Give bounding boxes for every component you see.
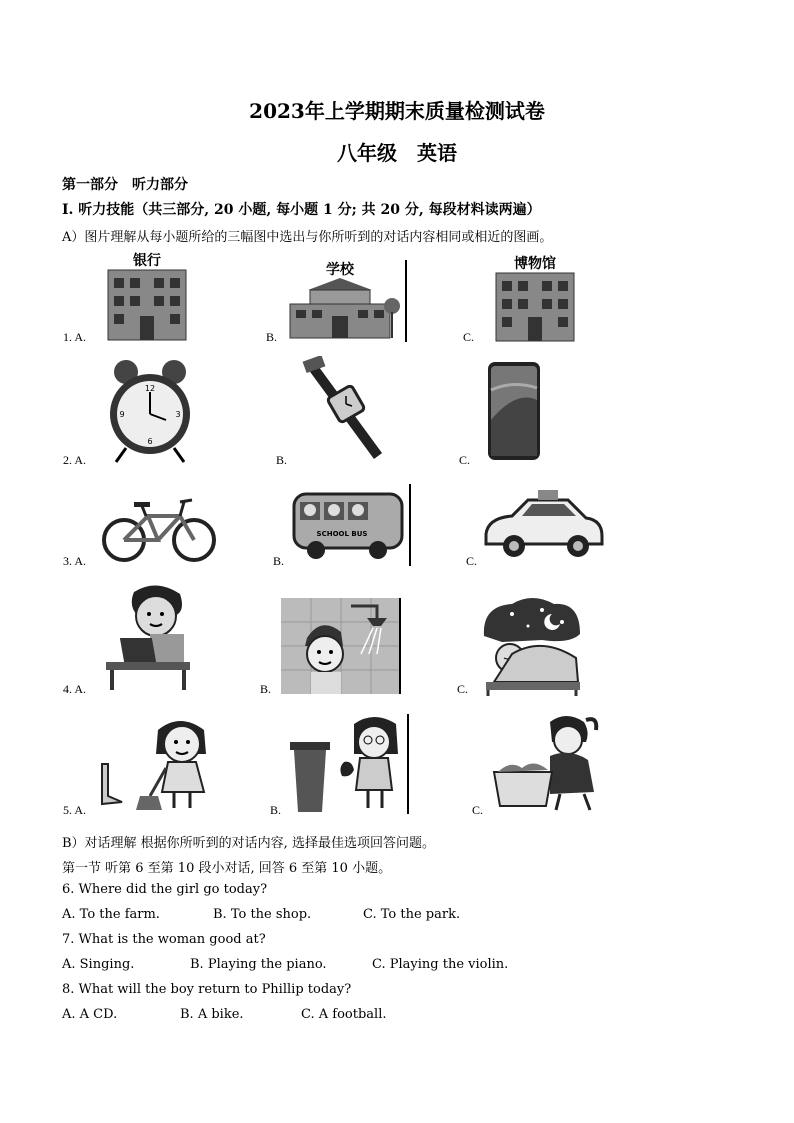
q8-option-b: B. A bike. <box>180 1007 244 1022</box>
q4-a-label: 4. A. <box>63 682 87 696</box>
girl-sweeping-icon <box>96 716 216 812</box>
museum-sign: 博物馆 <box>514 256 556 272</box>
bus-sign: SCHOOL BUS <box>316 530 368 538</box>
svg-text:12: 12 <box>144 384 156 393</box>
question-7: 7. What is the woman good at? <box>62 932 266 947</box>
boy-showering-icon <box>281 598 403 694</box>
museum-building-icon <box>492 253 578 343</box>
svg-text:6: 6 <box>147 437 153 446</box>
q1-b-label: B. <box>266 330 278 344</box>
child-sleeping-icon <box>482 596 582 696</box>
school-building-icon <box>288 260 408 342</box>
q5-a-label: 5. A. <box>63 803 87 817</box>
q8-option-c: C. A football. <box>301 1007 387 1022</box>
q3-c-label: C. <box>466 554 478 568</box>
q7-option-c: C. Playing the violin. <box>372 957 509 972</box>
q4-b-label: B. <box>260 682 272 696</box>
school-sign: 学校 <box>326 262 354 278</box>
part-b-subsection: 第一节 听第 6 至第 10 段小对话, 回答 6 至第 10 小题。 <box>62 861 392 876</box>
boy-with-laptop-icon <box>104 582 200 692</box>
girl-throwing-trash-icon <box>288 714 410 814</box>
wristwatch-icon <box>298 356 388 462</box>
school-bus-icon <box>290 484 412 566</box>
q5-b-label: B. <box>270 803 282 817</box>
part-b-intro: B）对话理解 根据你所听到的对话内容, 选择最佳选项回答问题。 <box>62 836 435 851</box>
section-heading: I. 听力技能（共三部分, 20 小题, 每小题 1 分; 共 20 分, 每段材料读两遍） <box>62 202 541 218</box>
q8-option-a: A. A CD. <box>62 1007 118 1022</box>
q1-a-label: 1. A. <box>63 330 87 344</box>
bank-sign: 银行 <box>133 253 161 269</box>
q2-b-label: B. <box>276 453 288 467</box>
woman-washing-clothes-icon <box>490 712 606 814</box>
part-heading: 第一部分 听力部分 <box>62 177 188 193</box>
smartphone-icon <box>486 360 542 462</box>
exam-title: 2023年上学期期末质量检测试卷 <box>249 99 545 123</box>
q3-a-label: 3. A. <box>63 554 87 568</box>
question-6: 6. Where did the girl go today? <box>62 882 268 897</box>
svg-text:9: 9 <box>119 410 125 419</box>
q3-b-label: B. <box>273 554 285 568</box>
q5-c-label: C. <box>472 803 484 817</box>
alarm-clock-icon <box>104 356 196 464</box>
bank-building-icon <box>104 250 190 342</box>
q7-option-b: B. Playing the piano. <box>190 957 327 972</box>
q1-c-label: C. <box>463 330 475 344</box>
q4-c-label: C. <box>457 682 469 696</box>
q6-option-c: C. To the park. <box>363 907 461 922</box>
q2-c-label: C. <box>459 453 471 467</box>
question-8: 8. What will the boy return to Phillip today? <box>62 982 352 997</box>
taxi-icon <box>482 486 606 564</box>
q7-option-a: A. Singing. <box>62 957 135 972</box>
svg-text:3: 3 <box>175 410 181 419</box>
part-a-instructions: A）图片理解从每小题所给的三幅图中选出与你所听到的对话内容相同或相近的图画。 <box>62 230 553 245</box>
bicycle-icon <box>100 494 218 566</box>
q6-option-b: B. To the shop. <box>213 907 312 922</box>
q6-option-a: A. To the farm. <box>62 907 160 922</box>
q2-a-label: 2. A. <box>63 453 87 467</box>
exam-subtitle: 八年级 英语 <box>337 141 457 165</box>
